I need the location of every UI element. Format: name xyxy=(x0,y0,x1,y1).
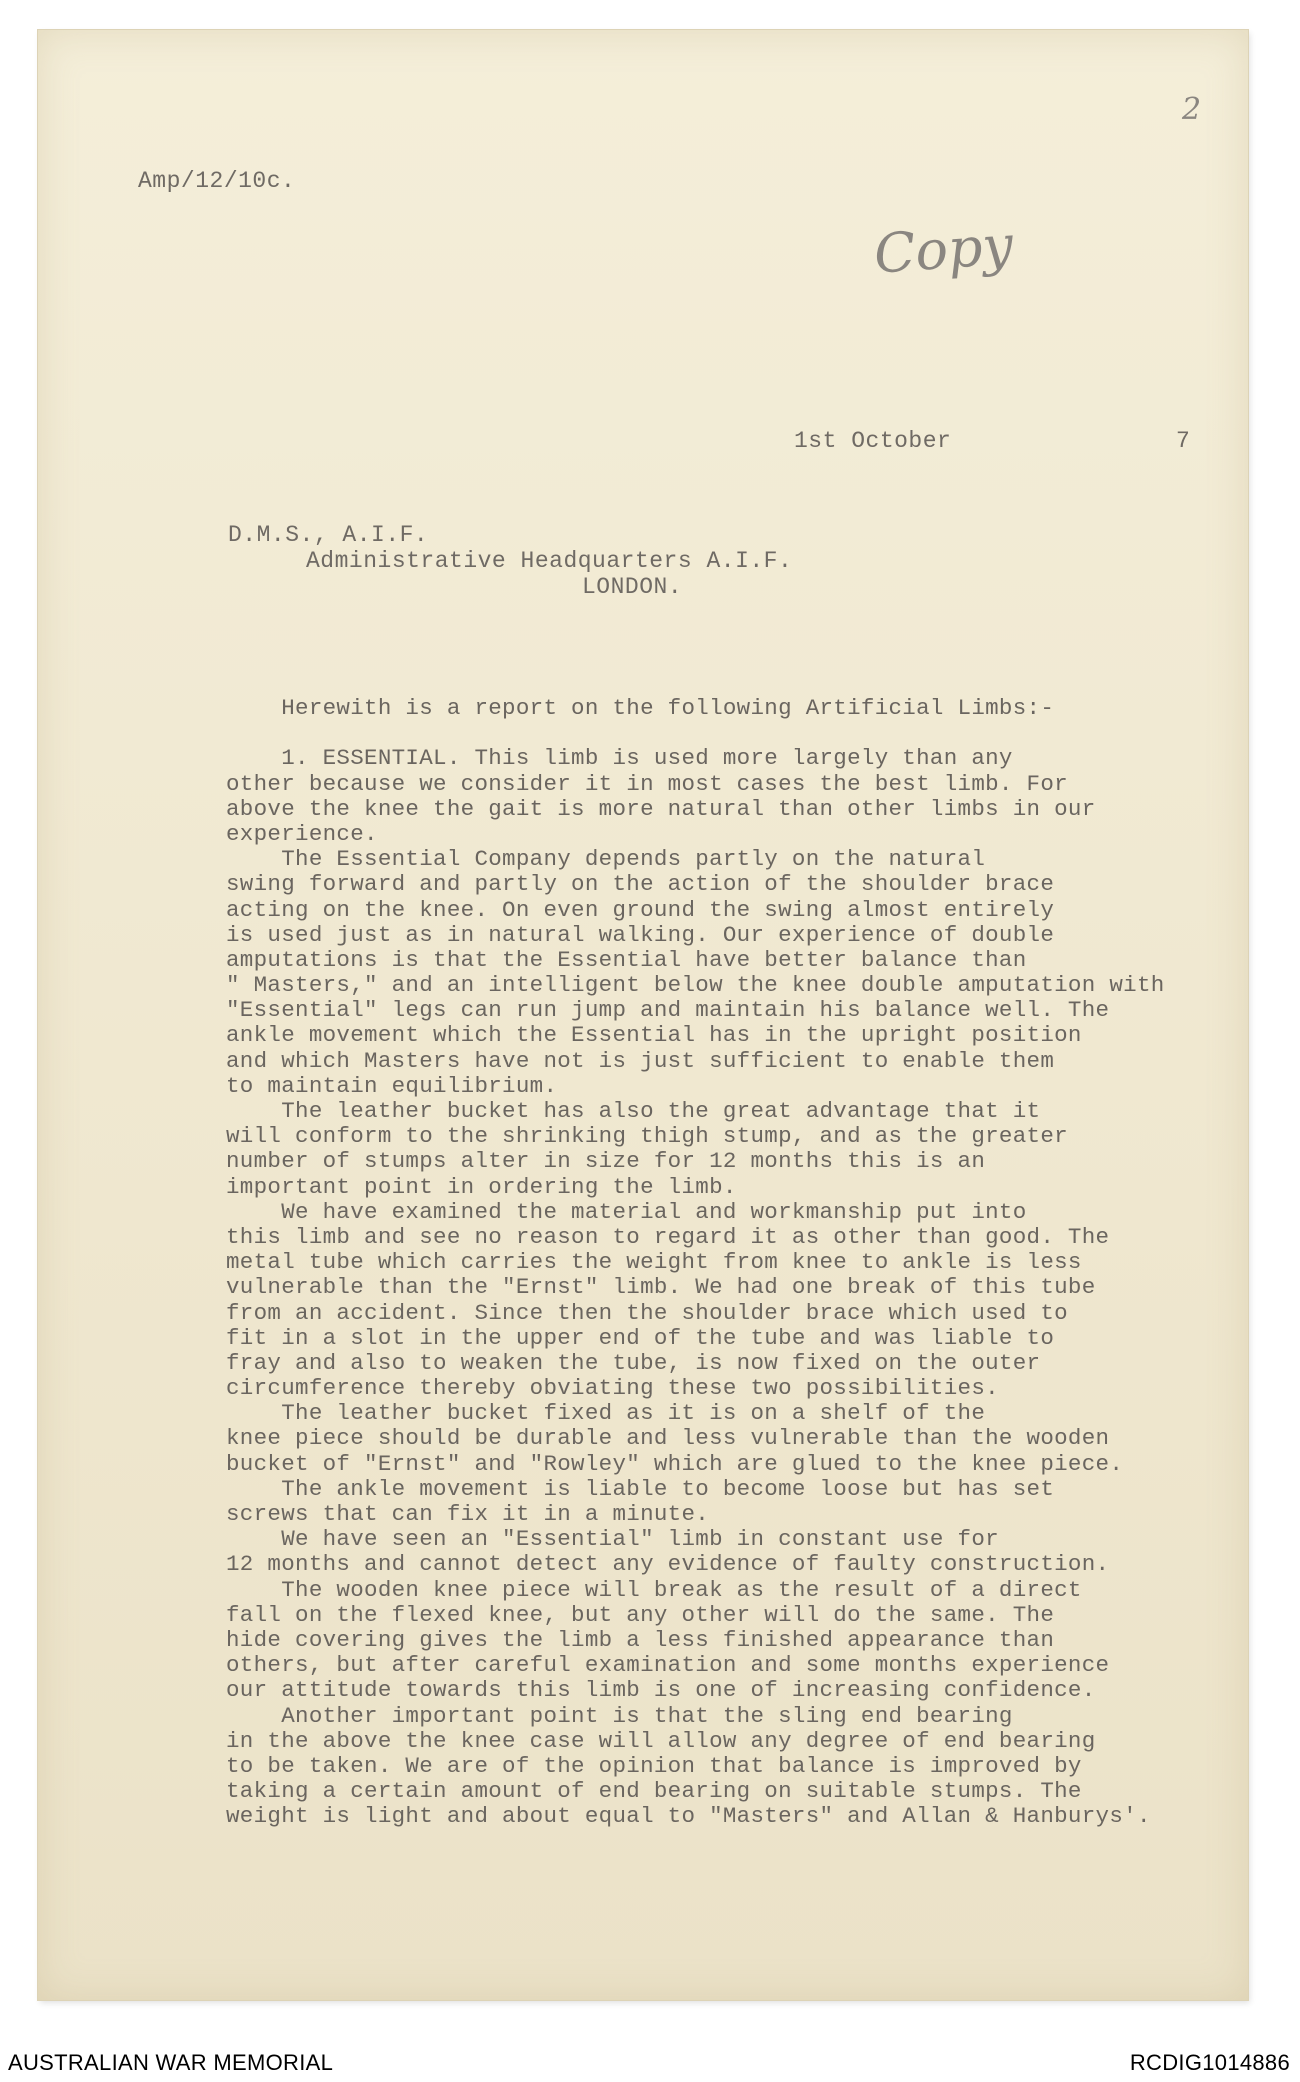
body-line: Another important point is that the sling end bearing xyxy=(226,1702,1013,1729)
body-line: hide covering gives the limb a less finished appearance than xyxy=(226,1626,1055,1653)
footer-archive-name: AUSTRALIAN WAR MEMORIAL xyxy=(8,2050,334,2075)
body-line: other because we consider it in most cases the best limb. For xyxy=(226,770,1068,797)
addressee-line-3: LONDON. xyxy=(582,574,683,600)
letter-date-year: 7 xyxy=(1176,428,1191,454)
copy-annotation: Copy xyxy=(871,213,1015,286)
body-line: swing forward and partly on the action of the shoulder brace xyxy=(226,871,1055,898)
body-line: above the knee the gait is more natural than other limbs in our xyxy=(226,795,1096,822)
body-line: acting on the knee. On even ground the swing almost entirely xyxy=(226,896,1055,923)
handwritten-page-number: 2 xyxy=(1182,92,1202,127)
body-line: " Masters," and an intelligent below the knee double amputation with xyxy=(226,972,1165,999)
body-line: screws that can fix it in a minute. xyxy=(226,1501,710,1527)
body-line: The Essential Company depends partly on the natural xyxy=(226,846,986,873)
body-line: is used just as in natural walking. Our experience of double xyxy=(226,921,1055,948)
letter-date: 1st October xyxy=(794,428,952,454)
body-line: fray and also to weaken the tube, is now fixed on the outer xyxy=(226,1349,1041,1376)
body-line: The ankle movement is liable to become loose but has set xyxy=(226,1475,1055,1502)
body-line: 12 months and cannot detect any evidence of faulty construction. xyxy=(226,1551,1110,1578)
body-line: Herewith is a report on the following Artificial Limbs:- xyxy=(226,695,1055,721)
addressee-line-1: D.M.S., A.I.F. xyxy=(228,522,429,548)
body-line: knee piece should be durable and less vulnerable than the wooden xyxy=(226,1425,1110,1452)
body-line: We have seen an "Essential" limb in constant use for xyxy=(226,1526,999,1553)
letter-body xyxy=(226,696,1246,1829)
body-line: ankle movement which the Essential has in the upright position xyxy=(226,1022,1082,1049)
body-line: number of stumps alter in size for 12 months this is an xyxy=(226,1148,986,1175)
body-line: in the above the knee case will allow any degree of end bearing xyxy=(226,1727,1096,1754)
body-line: this limb and see no reason to regard it as other than good. The xyxy=(226,1223,1110,1250)
body-line: will conform to the shrinking thigh stump, and as the greater xyxy=(226,1123,1068,1150)
body-line: to be taken. We are of the opinion that balance is improved by xyxy=(226,1752,1082,1779)
body-line: from an accident. Since then the shoulder brace which used to xyxy=(226,1299,1068,1326)
body-line: experience. xyxy=(226,820,378,847)
body-line: fall on the flexed knee, but any other will do the same. The xyxy=(226,1601,1055,1628)
body-line: bucket of "Ernst" and "Rowley" which are glued to the knee piece. xyxy=(226,1450,1124,1477)
body-line: weight is light and about equal to "Masters" and Allan & Hanburys'. xyxy=(226,1803,1151,1830)
body-line: and which Masters have not is just sufficient to enable them xyxy=(226,1047,1055,1074)
body-line: fit in a slot in the upper end of the tube and was liable to xyxy=(226,1324,1055,1351)
body-line: circumference thereby obviating these two possibilities. xyxy=(226,1375,999,1402)
body-line: We have examined the material and workmanship put into xyxy=(226,1198,1027,1225)
body-line: The wooden knee piece will break as the result of a direct xyxy=(226,1576,1082,1603)
body-line: to maintain equilibrium. xyxy=(226,1072,558,1099)
body-line: important point in ordering the limb. xyxy=(226,1173,737,1200)
body-line xyxy=(226,721,1246,746)
body-line: others, but after careful examination and some months experience xyxy=(226,1652,1110,1679)
body-line: metal tube which carries the weight from knee to ankle is less xyxy=(226,1249,1082,1276)
body-line: taking a certain amount of end bearing on suitable stumps. The xyxy=(226,1778,1082,1805)
body-line: The leather bucket fixed as it is on a shelf of the xyxy=(226,1400,986,1427)
body-line: 1. ESSENTIAL. This limb is used more largely than any xyxy=(226,745,1013,772)
reference-number: Amp/12/10c. xyxy=(138,168,296,194)
body-line: vulnerable than the "Ernst" limb. We had one break of this tube xyxy=(226,1274,1096,1301)
body-line: The leather bucket has also the great advantage that it xyxy=(226,1098,1041,1124)
body-line: our attitude towards this limb is one of increasing confidence. xyxy=(226,1677,1096,1704)
body-line: amputations is that the Essential have better balance than xyxy=(226,946,1027,973)
body-line: "Essential" legs can run jump and maintain his balance well. The xyxy=(226,997,1110,1024)
footer-record-id: RCDIG1014886 xyxy=(1129,2050,1290,2075)
addressee-line-2: Administrative Headquarters A.I.F. xyxy=(306,548,793,574)
